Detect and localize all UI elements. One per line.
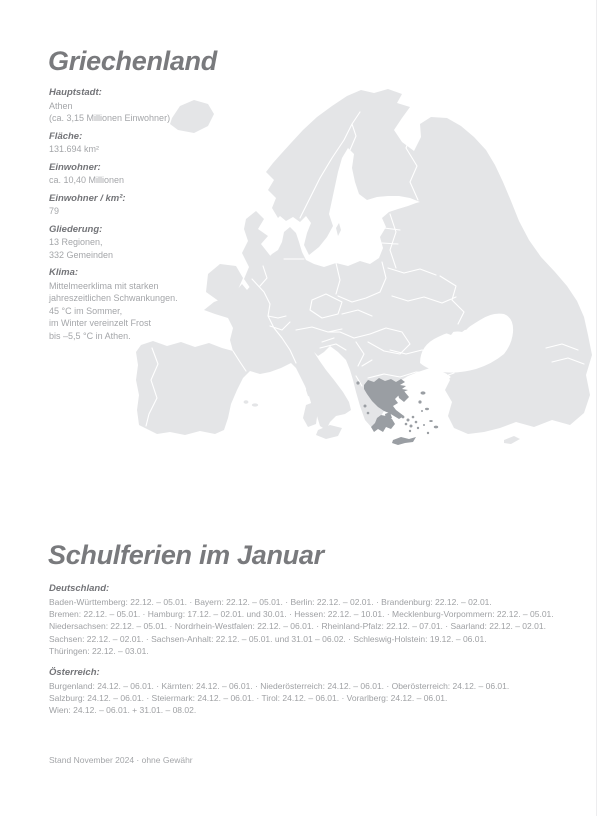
holiday-line: Wien: 24.12. – 06.01. + 31.01. – 08.02.	[49, 705, 197, 716]
holiday-line: Niedersachsen: 22.12. – 05.01. · Nordrhein-Westfalen: 22.12. – 06.01. · Rheinland-Pfalz: 22.12. – 07.01. · Saarland: 22.12. – 02.01.	[49, 621, 546, 632]
section-title: Schulferien im Januar	[48, 540, 324, 570]
fact-line: bis –5,5 °C in Athen.	[49, 330, 131, 341]
fact-einwohner-km2	[49, 193, 224, 218]
holiday-lists	[49, 582, 569, 726]
fact-line: jahreszeitlichen Schwankungen.	[49, 293, 178, 303]
fact-label: Hauptstadt:	[49, 87, 102, 98]
greece-crete	[392, 437, 416, 445]
holiday-line: Baden-Württemberg: 22.12. – 05.01. · Bayern: 22.12. – 05.01. · Berlin: 22.12. – 02.01. · Brandenburg: 22.12. – 02.01.	[49, 597, 492, 607]
country-title: Griechenland	[48, 46, 217, 76]
fact-line: Athen	[49, 100, 73, 111]
holiday-line: Burgenland: 24.12. – 06.01. · Kärnten: 24.12. – 06.01. · Niederösterreich: 24.12. – 06.01. · Oberösterreich: 24.12. – 06.01.	[49, 681, 510, 692]
fact-line: Mittelmeerklima mit starken	[49, 280, 159, 291]
sardinia-island	[303, 402, 318, 427]
fact-klima	[49, 267, 224, 342]
fact-label: Einwohner / km²:	[49, 192, 126, 204]
group-label: Österreich:	[49, 667, 100, 679]
fact-einwohner	[49, 162, 224, 187]
holiday-line: Sachsen: 22.12. – 02.01. · Sachsen-Anhalt: 22.12. – 05.01. und 31.01 – 06.02. · Schleswig-Holstein: 19.12. – 06.01.	[49, 633, 487, 644]
fact-line: 79	[49, 206, 60, 216]
country-facts	[49, 87, 224, 348]
holiday-group-oesterreich	[49, 666, 569, 717]
holiday-line: Salzburg: 24.12. – 06.01. · Steiermark: 24.12. – 06.01. · Tirol: 24.12. – 06.01. · Vorarlberg: 24.12. – 06.01.	[49, 693, 448, 704]
fact-label: Einwohner:	[49, 161, 101, 173]
fact-line: im Winter vereinzelt Frost	[49, 318, 152, 328]
gotland-island	[336, 223, 341, 236]
fact-line: 13 Regionen,	[49, 237, 103, 247]
fact-label: Klima:	[49, 267, 79, 278]
fact-line: 332 Gemeinden	[49, 249, 114, 260]
page-footer: Stand November 2024 · ohne Gewähr	[49, 755, 193, 765]
balearic-island-2	[252, 403, 258, 406]
fact-gliederung	[49, 224, 224, 262]
cyprus-island	[504, 436, 520, 444]
fact-line: 45 °C im Sommer,	[49, 305, 123, 316]
fact-flaeche	[49, 131, 224, 156]
fact-line: (ca. 3,15 Millionen Einwohner)	[49, 113, 171, 123]
fact-label: Fläche:	[49, 130, 83, 142]
fact-hauptstadt	[49, 87, 224, 125]
group-label: Deutschland:	[49, 583, 110, 594]
fact-line: ca. 10,40 Millionen	[49, 175, 125, 185]
holiday-line: Thüringen: 22.12. – 03.01.	[49, 645, 149, 656]
fact-label: Gliederung:	[49, 223, 103, 235]
sicily-island	[316, 425, 342, 439]
holiday-line: Bremen: 22.12. – 05.01. · Hamburg: 17.12. – 02.01. und 30.01. · Hessen: 22.12. – 10.01. · Mecklenburg-Vorpommern: 22.12. – 05.01.	[49, 609, 554, 620]
fact-line: 131.694 km²	[49, 144, 100, 154]
holiday-group-deutschland	[49, 582, 569, 657]
balearic-island	[244, 400, 249, 404]
